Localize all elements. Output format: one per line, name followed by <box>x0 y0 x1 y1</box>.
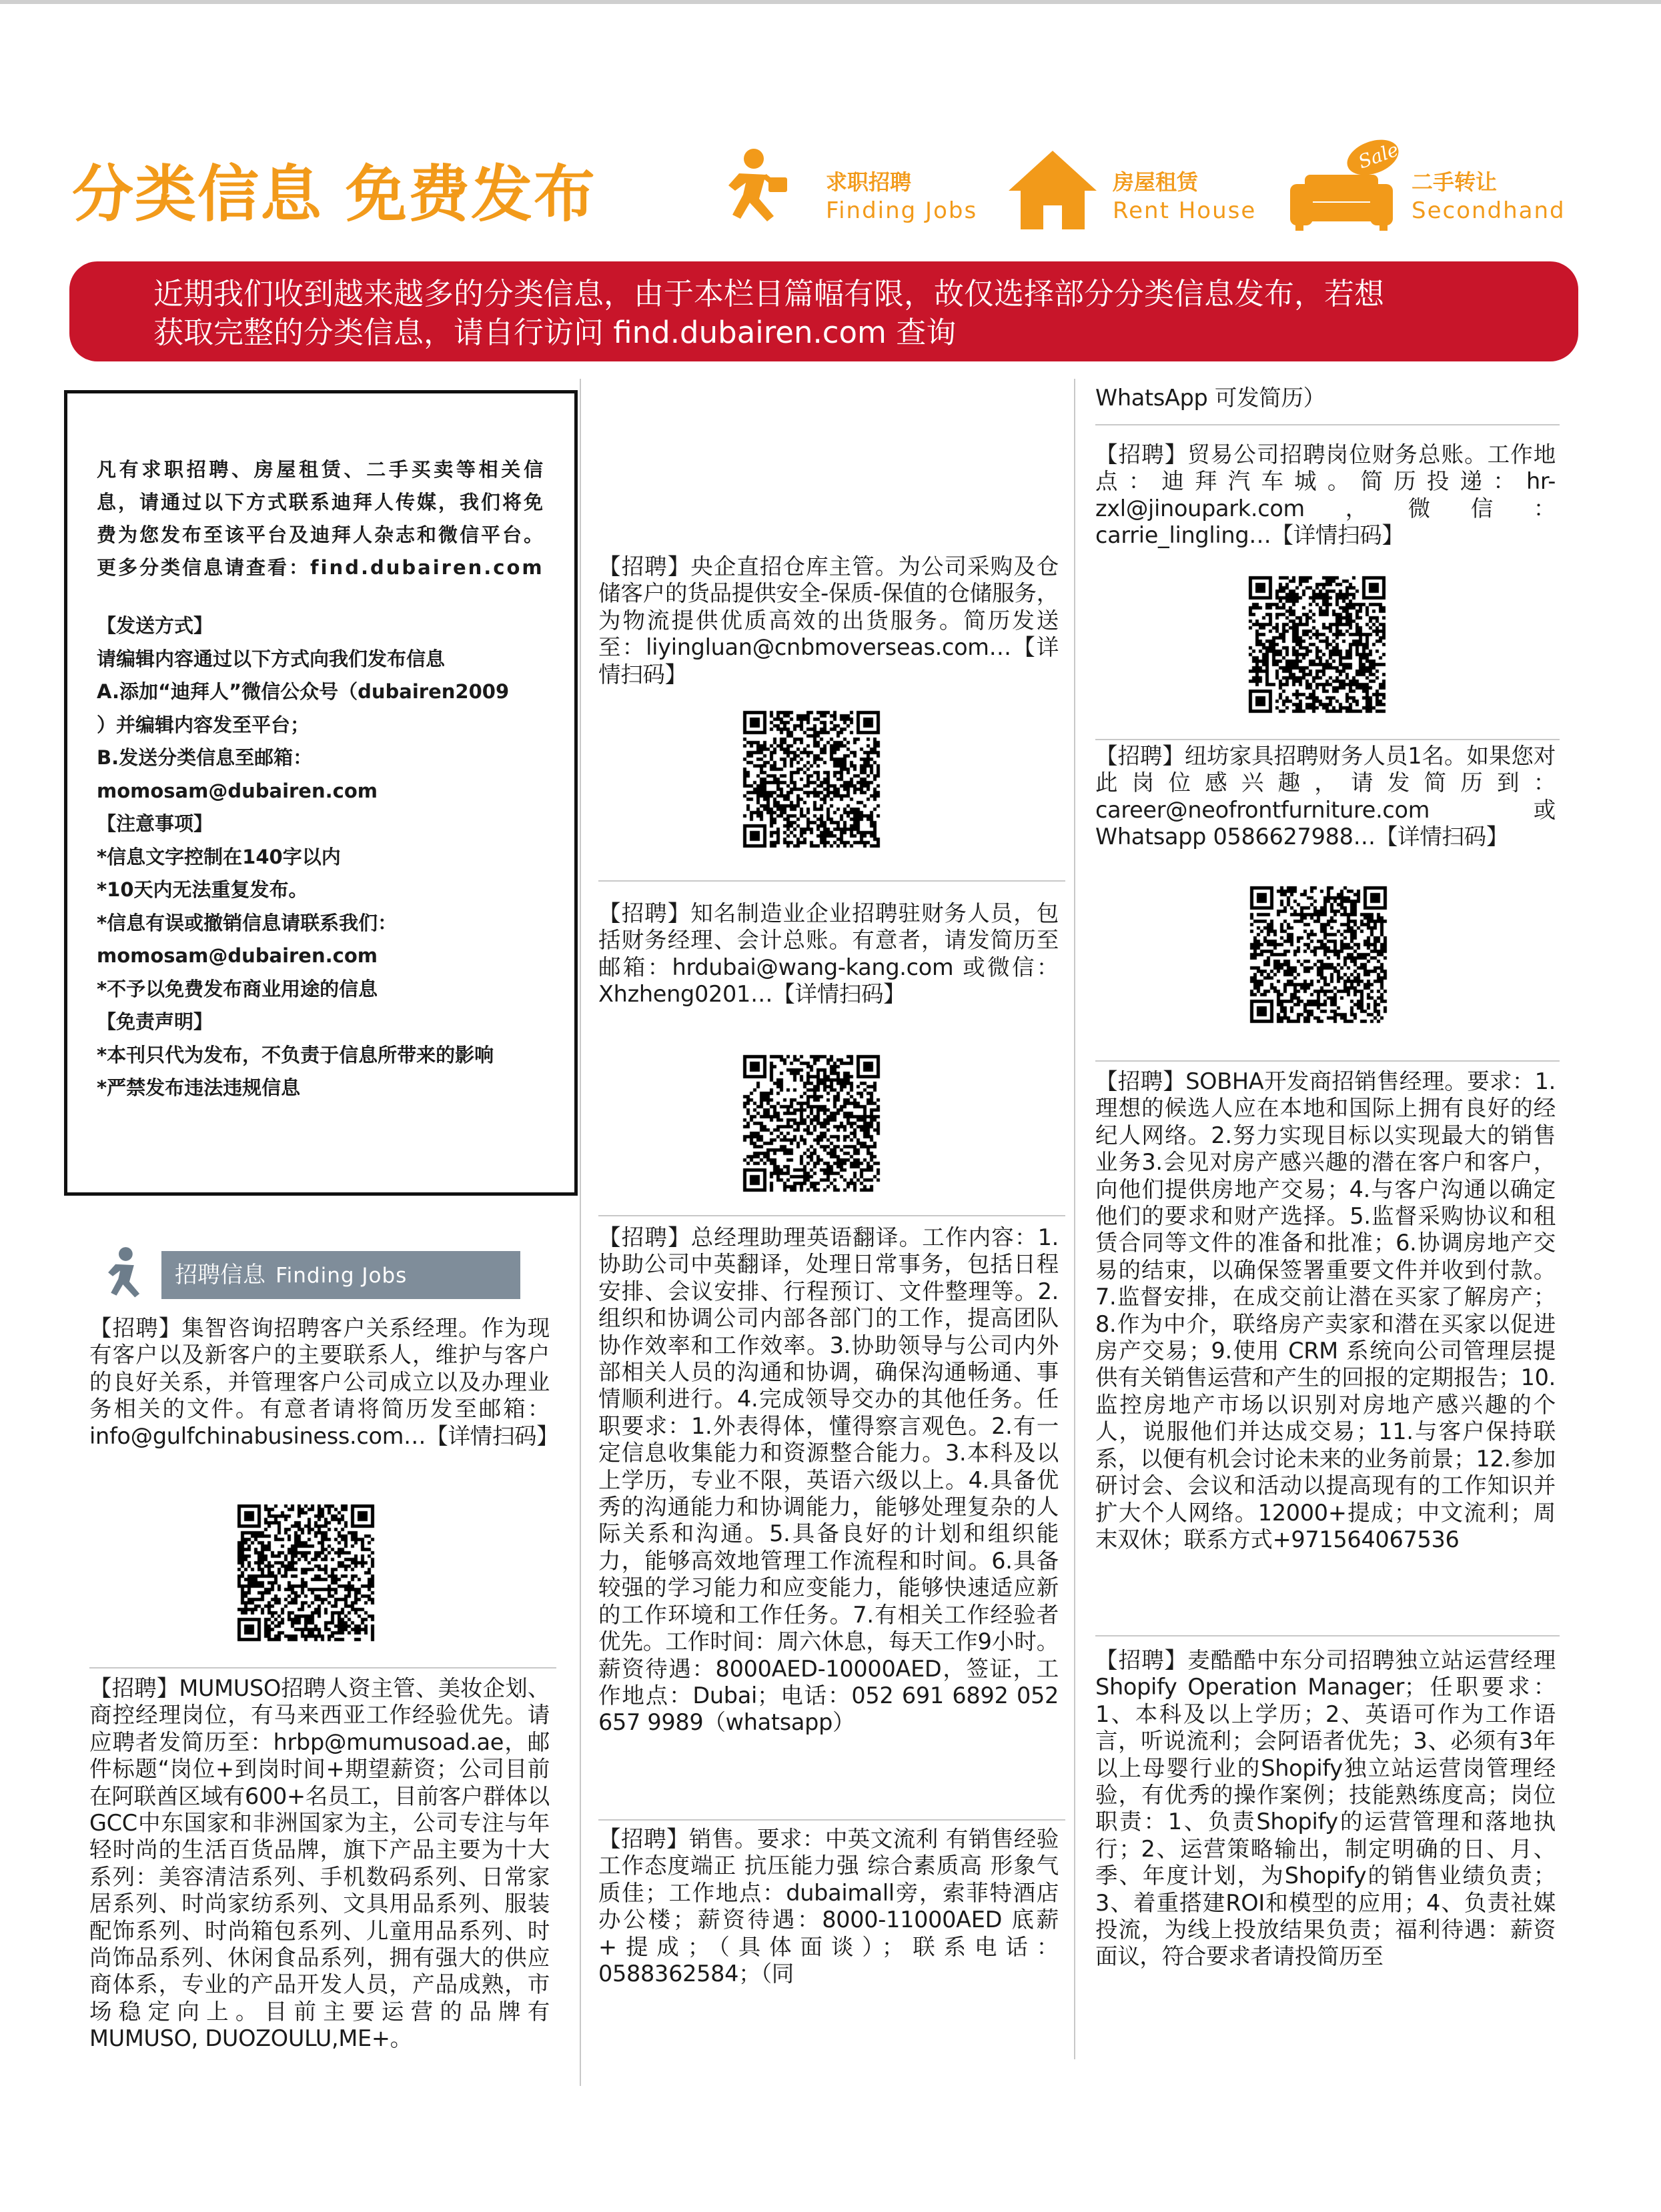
ad-divider <box>1095 1060 1560 1062</box>
notice-banner <box>69 261 1578 361</box>
ad-continuation: WhatsApp 可发简历） <box>1095 385 1325 411</box>
job-ad-finance-staff: 【招聘】知名制造业企业招聘驻财务人员，包括财务经理、会计总账。有意者，请发简历至邮箱：hrdubai@wang-kang.com 或微信：Xhzheng0201…【详情扫码】 <box>598 900 1059 1008</box>
rules-line: *本刊只代为发布，不负责于信息所带来的影响 <box>97 1043 494 1066</box>
category-label-zh: 房屋租赁 <box>1113 169 1199 195</box>
category-label-zh: 求职招聘 <box>826 169 912 195</box>
category-label-zh: 二手转让 <box>1412 169 1498 195</box>
job-ad-trading-accountant: 【招聘】贸易公司招聘岗位财务总账。工作地点：迪拜汽车城。简历投递：hr-zxl@jinoupark.com，微信：carrie_lingling…【详情扫码】 <box>1095 441 1556 549</box>
rules-line: B.发送分类信息至邮箱： <box>97 746 313 769</box>
column-divider <box>580 379 581 2086</box>
qr-code[interactable] <box>235 1502 378 1644</box>
qr-code[interactable] <box>740 1052 883 1195</box>
ad-divider <box>1095 424 1560 425</box>
category-secondhand[interactable] <box>1285 133 1632 224</box>
rules-line: 【发送方式】 <box>97 614 213 637</box>
submission-rules-box <box>64 390 578 1196</box>
category-rent-house[interactable] <box>1006 147 1273 233</box>
ad-divider <box>1095 1635 1560 1636</box>
top-divider <box>0 0 1661 4</box>
category-label-en: Rent House <box>1113 197 1257 224</box>
rules-line: *信息文字控制在140字以内 <box>97 845 341 868</box>
running-person-icon <box>95 1246 155 1306</box>
page-title: 分类信息 免费发布 <box>72 159 597 230</box>
job-ad-shopify-manager: 【招聘】麦酷酷中东分司招聘独立站运营经理Shopify Operation Manager；任职要求：1、本科及以上学历；2、英语可作为工作语言，听说流利；会阿语者优先；3、必须有3年以上母婴行业的Shopify独立站运营岗管理经验，有优秀的操作案例；技能熟练度高；岗位职责：1、负责Shopify的运营管理和落地执行；2、运营策略输出，制定明确的日、月、季、年度计划，为Shopify的销售业绩负责；3、着重搭建ROI和模型的应用；4、负责社媒投流，为线上投放结果负责；福利待遇：薪资面议，符合要求者请投简历至 <box>1095 1647 1556 1970</box>
job-ad-gulf-china: 【招聘】集智咨询招聘客户关系经理。作为现有客户以及新客户的主要联系人，维护与客户的良好关系，并管理客户公司成立以及办理业务相关的文件。有意者请将简历发至邮箱：info@gulfchinabusiness.com…【详情扫码】 <box>89 1315 559 1449</box>
running-person-icon <box>712 147 792 233</box>
rules-line: A.添加“迪拜人”微信公众号（dubairen2009 <box>97 680 510 703</box>
job-ad-mumuso: 【招聘】MUMUSO招聘人资主管、美妆企划、商控经理岗位，有马来西亚工作经验优先。请应聘者发简历至：hrbp@mumusoad.ae，邮件标题“岗位+到岗时间+期望薪资；公司目前在阿联酋区域有600+名员工，目前客户群体以GCC中东国家和非洲国家为主，公司专注与年轻时尚的生活百货品牌，旗下产品主要为十大系列：美容清洁系列、手机数码系列、日常家居系列、时尚家纺系列、文具用品系列、服装配饰系列、时尚箱包系列、儿童用品系列、时尚饰品系列、休闲食品系列，拥有强大的供应商体系，专业的产品开发人员，产品成熟，市场稳定向上。目前主要运营的品牌有 MUMUSO, DUOZOULU,ME+。 <box>89 1675 550 2052</box>
rules-line: *不予以免费发布商业用途的信息 <box>97 977 378 1000</box>
qr-code[interactable] <box>1246 569 1389 721</box>
sofa-icon <box>1285 133 1405 233</box>
rules-line: *信息有误或撤销信息请联系我们： <box>97 911 398 934</box>
sale-badge: Sale <box>1355 138 1402 173</box>
job-ad-neofront-furniture: 【招聘】纽坊家具招聘财务人员1名。如果您对此岗位感兴趣，请发简历到：career@neofrontfurniture.com 或 Whatsapp 0586627988…【详情扫码】 <box>1095 743 1556 850</box>
qr-code[interactable] <box>1245 874 1393 1036</box>
column-divider <box>1074 379 1075 2059</box>
ad-divider <box>1095 739 1560 740</box>
section-title-en: Finding Jobs <box>275 1264 408 1288</box>
ad-divider <box>598 1215 1065 1216</box>
ad-divider <box>598 1819 1065 1821</box>
rules-email[interactable]: momosam@dubairen.com <box>97 779 378 802</box>
section-header-finding-jobs <box>161 1251 520 1299</box>
rules-line: ）并编辑内容发至平台； <box>97 713 310 736</box>
notice-text: 近期我们收到越来越多的分类信息，由于本栏目篇幅有限，故仅选择部分分类信息发布，若想 获取完整的分类信息，请自行访问 find.dubairen.com 查询 <box>153 276 1385 350</box>
ad-divider <box>598 880 1065 882</box>
rules-intro: 凡有求职招聘、房屋租赁、二手买卖等相关信息，请通过以下方式联系迪拜人传媒，我们将免费为您发布至该平台及迪拜人杂志和微信平台。更多分类信息请查看：find.dubairen.com <box>97 458 546 579</box>
rules-email[interactable]: momosam@dubairen.com <box>97 944 378 967</box>
rules-line: 【免责声明】 <box>97 1010 213 1033</box>
rules-line: *严禁发布违法违规信息 <box>97 1076 301 1099</box>
category-label-en: Finding Jobs <box>826 197 978 224</box>
job-ad-warehouse-supervisor: 【招聘】央企直招仓库主管。为公司采购及仓储客户的货品提供安全-保质-保值的仓储服务，为物流提供优质高效的出货服务。简历发送至：liyingluan@cnbmoverseas.com…【详情扫码】 <box>598 554 1059 688</box>
category-label-en: Secondhand <box>1412 197 1566 224</box>
ad-divider <box>89 1667 556 1669</box>
rules-line: 请编辑内容通过以下方式向我们发布信息 <box>97 647 446 670</box>
rules-line: *10天内无法重复发布。 <box>97 878 308 901</box>
rules-line: 【注意事项】 <box>97 812 213 835</box>
qr-code[interactable] <box>740 708 883 851</box>
job-ad-assistant-translator: 【招聘】总经理助理英语翻译。工作内容：1.协助公司中英翻译，处理日常事务，包括日程安排、会议安排、行程预订、文件整理等。2.组织和协调公司内部各部门的工作，提高团队协作效率和工作效率。3.协助领导与公司内外部相关人员的沟通和协调，确保沟通畅通、事情顺利进行。4.完成领导交办的其他任务。任职要求：1.外表得体，懂得察言观色。2.有一定信息收集能力和资源整合能力。3.本科及以上学历，专业不限，英语六级以上。4.具备优秀的沟通能力和协调能力，能够处理复杂的人际关系和沟通。5.具备良好的计划和组织能力，能够高效地管理工作流程和时间。6.具备较强的学习能力和应变能力，能够快速适应新的工作环境和工作任务。7.有相关工作经验者优先。工作时间：周六休息，每天工作9小时。薪资待遇：8000AED-10000AED，签证，工作地点：Dubai；电话：052 691 6892 052 657 9989（whatsapp） <box>598 1224 1059 1736</box>
job-ad-sales: 【招聘】销售。要求：中英文流利 有销售经验 工作态度端正 抗压能力强 综合素质高 形象气质佳；工作地点：dubaimall旁，索菲特酒店办公楼；薪资待遇：8000-11000AED 底薪+提成；（具体面谈）；联系电话：0588362584；（同 <box>598 1826 1059 1987</box>
category-finding-jobs[interactable] <box>712 147 993 233</box>
house-icon <box>1006 147 1099 233</box>
job-ad-sobha-sales-manager: 【招聘】SOBHA开发商招销售经理。要求：1.理想的候选人应在本地和国际上拥有良好的经纪人网络。2.努力实现目标以实现最大的销售业务3.会见对房产感兴趣的潜在客户和客户，向他们提供房地产交易；4.与客户沟通以确定他们的要求和财产选择。5.监督采购协议和租赁合同等文件的准备和批准；6.协调房地产交易的结束，以确保签署重要文件并收到付款。7.监督安排，在成交前让潜在买家了解房产；8.作为中介，联络房产卖家和潜在买家以促进房产交易；9.使用 CRM 系统向公司管理层提供有关销售运营和产生的回报的定期报告；10.监控房地产市场以识别对房地产感兴趣的个人，说服他们并达成交易；11.与客户保持联系，以便有机会讨论未来的业务前景；12.参加研讨会、会议和活动以提高现有的工作知识并扩大个人网络。12000+提成；中文流利；周末双休；联系方式+971564067536 <box>1095 1068 1556 1552</box>
section-title-zh: 招聘信息 <box>175 1262 265 1288</box>
